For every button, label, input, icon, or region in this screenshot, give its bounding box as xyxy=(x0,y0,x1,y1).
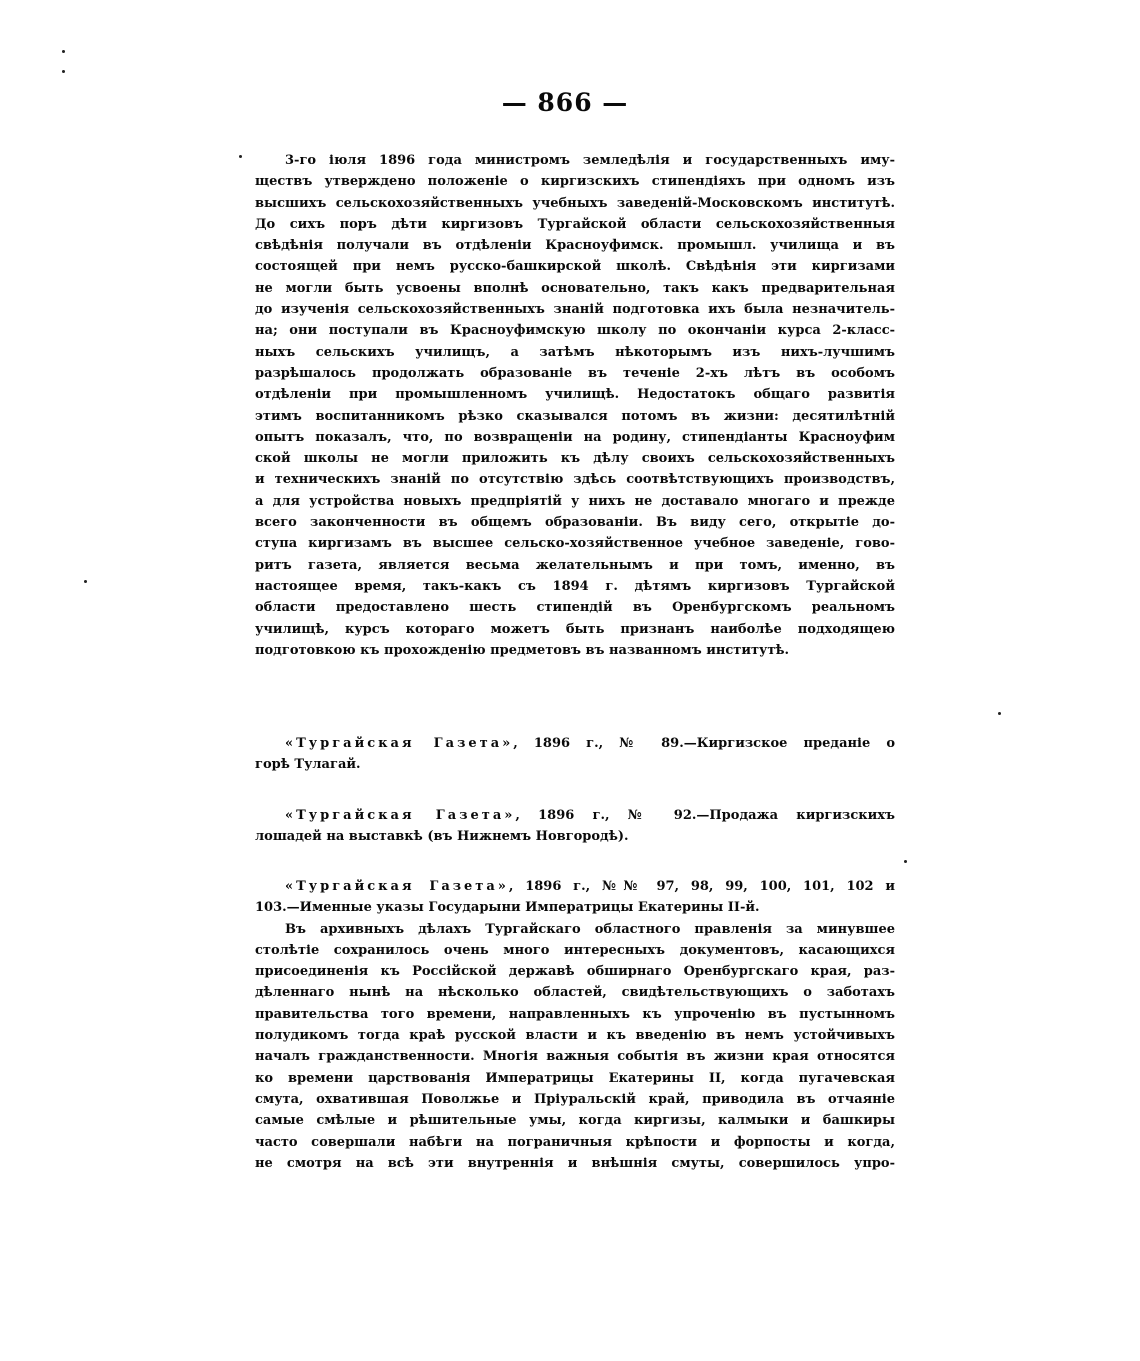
scan-speck xyxy=(84,580,87,583)
paragraph-line: до изученія сельскохозяйственныхъ знаній подготовка ихъ была незначитель- xyxy=(255,302,895,318)
newspaper-title: «Тургайская Газета» xyxy=(285,736,514,751)
entry-line: лошадей на выставкѣ (въ Нижнемъ Новгородѣ). xyxy=(255,829,629,845)
paragraph-line: разрѣшалось продолжать образованіе въ теченіе 2-хъ лѣтъ въ особомъ xyxy=(255,365,895,381)
entry-line: не смотря на всѣ эти внутреннія и внѣшнія смуты, совершилось упро- xyxy=(255,1155,895,1171)
paragraph-line: области предоставлено шесть стипендій въ Оренбургскомъ реальномъ xyxy=(255,600,895,616)
entry-line: горѣ Тулагай. xyxy=(255,757,361,773)
entry-line: столѣтіе сохранилось очень много интересныхъ документовъ, касающихся xyxy=(255,942,895,958)
paragraph-line: училищѣ, курсъ котораго можетъ быть признанъ наиболѣе подходящею xyxy=(255,621,895,637)
entry-line: правительства того времени, направленныхъ къ упроченію въ пустынномъ xyxy=(255,1006,895,1022)
paragraph-scholarships xyxy=(255,150,895,661)
paragraph-line: До сихъ поръ дѣти киргизовъ Тургайской области сельскохозяйственныя xyxy=(255,216,895,232)
paragraph-line: ныхъ сельскихъ училищъ, а затѣмъ нѣкоторымъ изъ нихъ-лучшимъ xyxy=(255,344,895,360)
paragraph-line: ской школы не могли приложить къ дѣлу своихъ сельскохозяйственныхъ xyxy=(255,451,895,467)
paragraph-line: а для устройства новыхъ предпріятій у нихъ не доставало многаго и прежде xyxy=(255,493,895,509)
scan-speck xyxy=(62,50,65,53)
newspaper-title: «Тургайская Газета» xyxy=(285,879,509,894)
paragraph-line: 3-го іюля 1896 года министромъ земледѣлія и государственныхъ иму- xyxy=(285,153,895,168)
scan-speck xyxy=(62,70,65,73)
entry-issue-97 xyxy=(255,876,895,1174)
entry-issue-89 xyxy=(255,733,895,776)
paragraph-line: не могли быть усвоены вполнѣ основательно, такъ какъ предварительная xyxy=(255,280,895,296)
paragraph-line: ществъ утверждено положеніе о киргизскихъ стипендіяхъ при одномъ изъ xyxy=(255,174,895,190)
entry-subtitle-line: 103.—Именные указы Государыни Императрицы Екатерины II-й. xyxy=(255,900,760,916)
entry-heading-rest: , 1896 г., № 89.—Киргизское преданіе о xyxy=(513,736,895,751)
paragraph-line: ритъ газета, является весьма желательнымъ и при томъ, именно, въ xyxy=(255,557,895,573)
paragraph-line: отдѣленіи при промышленномъ училищѣ. Недостатокъ общаго развитія xyxy=(255,387,895,403)
paragraph-line: настоящее время, такъ-какъ съ 1894 г. дѣтямъ киргизовъ Тургайской xyxy=(255,578,895,594)
entry-heading-line xyxy=(255,733,895,754)
entry-line: полудикомъ тогда краѣ русской власти и къ введенію въ немъ устойчивыхъ xyxy=(255,1028,895,1044)
scan-speck xyxy=(239,155,242,158)
entry-heading-line xyxy=(255,876,895,897)
paragraph-line: на; они поступали въ Красноуфимскую школу по окончаніи курса 2-класс- xyxy=(255,323,895,339)
newspaper-title: «Тургайская Газета» xyxy=(285,808,516,823)
scan-speck xyxy=(998,712,1001,715)
entry-heading-rest: , 1896 г., № 92.—Продажа киргизскихъ xyxy=(515,808,895,823)
paragraph-line: подготовкою къ прохожденію предметовъ въ названномъ институтѣ. xyxy=(255,642,790,658)
entry-issue-92 xyxy=(255,805,895,848)
scan-speck xyxy=(904,860,907,863)
entry-line: часто совершали набѣги на пограничныя крѣпости и форпосты и когда, xyxy=(255,1134,895,1150)
entry-line: дѣленнаго нынѣ на нѣсколько областей, свидѣтельствующихъ о заботахъ xyxy=(255,985,895,1001)
entry-line: началъ гражданственности. Многія важныя событія въ жизни края относятся xyxy=(255,1049,895,1065)
paragraph-line: состоящей при немъ русско-башкирской школѣ. Свѣдѣнія эти киргизами xyxy=(255,259,895,275)
entry-line: Въ архивныхъ дѣлахъ Тургайскаго областного правленія за минувшее xyxy=(285,921,895,937)
paragraph-line: ступа киргизамъ въ высшее сельско-хозяйственное учебное заведеніе, гово- xyxy=(255,536,895,552)
entry-line: самые смѣлые и рѣшительные умы, когда киргизы, калмыки и башкиры xyxy=(255,1113,895,1129)
entry-line: ко времени царствованія Императрицы Екатерины II, когда пугачевская xyxy=(255,1070,895,1086)
entry-heading-rest: , 1896 г., №№ 97, 98, 99, 100, 101, 102 и xyxy=(508,879,896,894)
page-number: — 866 — xyxy=(501,88,629,117)
entry-heading-line xyxy=(255,805,895,826)
paragraph-line: высшихъ сельскохозяйственныхъ учебныхъ заведеній-Московскомъ институтѣ. xyxy=(255,195,895,211)
paragraph-line: всего законченности въ общемъ образованіи. Въ виду сего, открытіе до- xyxy=(255,515,895,531)
paragraph-line: опытъ показалъ, что, по возвращеніи на родину, стипендіанты Красноуфим xyxy=(255,429,895,445)
paragraph-line: этимъ воспитанникомъ рѣзко сказывался потомъ въ жизни: десятилѣтній xyxy=(255,408,895,424)
entry-line: присоединенія къ Россійской державѣ обширнаго Оренбургскаго края, раз- xyxy=(255,964,895,980)
entry-line: смута, охватившая Поволжье и Пріуральскій край, приводила въ отчаяніе xyxy=(255,1091,895,1107)
paragraph-line: свѣдѣнія получали въ отдѣленіи Красноуфимск. промышл. училища и въ xyxy=(255,238,895,254)
paragraph-line: и техническихъ знаній по отсутствію здѣсь соотвѣтствующихъ производствъ, xyxy=(255,472,895,488)
